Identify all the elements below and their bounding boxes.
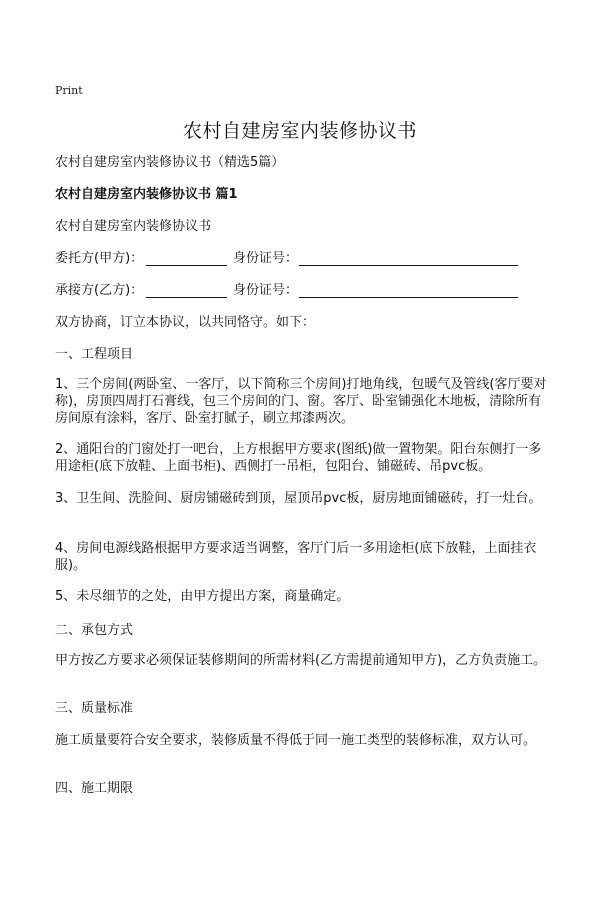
party-b-row [55, 282, 555, 300]
party-b-label: 承接方(乙方)： [55, 283, 144, 298]
party-b-id-blank [299, 297, 518, 298]
contract-name: 农村自建房室内装修协议书 [55, 219, 212, 234]
item-1: 1、三个房间(两卧室、一客厅，以下简称三个房间)打地角线，包暖气及管线(客厅要对称)，房顶四周打石膏线，包三个房间的门、窗。客厅、卧室铺强化木地板，清除所有房间原有涂料，客厅、卧室打腻子，刷立邦漆两次。 [55, 377, 547, 426]
party-a-id-blank [299, 265, 518, 266]
print-label: Print [55, 84, 83, 97]
item-2: 2、通阳台的门窗处打一吧台，上方根据甲方要求(图纸)做一置物架。阳台东侧打一多用途柜(底下放鞋、上面书柜)、西侧打一吊柜，包阳台、铺磁砖、吊pvc板。 [55, 442, 542, 474]
party-a-row [55, 250, 555, 268]
item-3: 3、卫生间、洗脸间、厨房铺磁砖到顶，屋顶吊pvc板，厨房地面铺磁砖，打一灶台。 [55, 491, 542, 506]
item-5: 5、未尽细节的之处，由甲方提出方案，商量确定。 [55, 589, 350, 604]
document-subtitle: 农村自建房室内装修协议书（精选5篇） [55, 155, 285, 170]
section-2-text: 甲方按乙方要求必须保证装修期间的所需材料(乙方需提前通知甲方)，乙方负责施工。 [55, 653, 547, 668]
section-4-title: 四、施工期限 [55, 781, 134, 796]
party-b-name-blank [146, 297, 227, 298]
section-heading: 农村自建房室内装修协议书 篇1 [55, 187, 238, 202]
party-a-name-blank [146, 265, 227, 266]
party-b-id-label: 身份证号： [233, 283, 299, 298]
section-3-title: 三、质量标准 [55, 701, 134, 716]
party-a-id-label: 身份证号： [233, 251, 299, 266]
document-title: 农村自建房室内装修协议书 [182, 120, 417, 142]
agreement-intro: 双方协商，订立本协议，以共同恪守。如下： [55, 315, 316, 330]
section-1-title: 一、工程项目 [55, 347, 134, 362]
item-4: 4、房间电源线路根据甲方要求适当调整，客厅门后一多用途柜(底下放鞋，上面挂衣服)。 [55, 541, 537, 573]
party-a-label: 委托方(甲方)： [55, 251, 144, 266]
section-2-title: 二、承包方式 [55, 623, 134, 638]
section-3-text: 施工质量要符合安全要求，装修质量不得低于同一施工类型的装修标准，双方认可。 [55, 733, 537, 748]
